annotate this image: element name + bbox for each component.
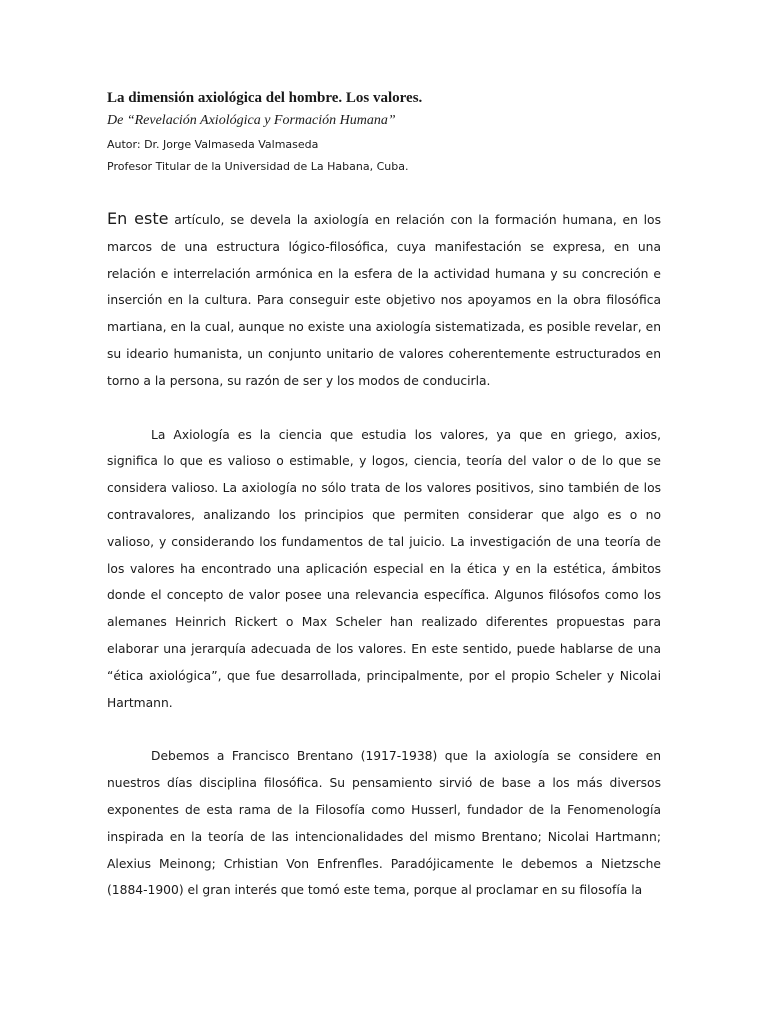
paragraph-2: La Axiología es la ciencia que estudia los valores, ya que en griego, axios, significa lo que es valioso o estimable, y logos, ciencia, teoría del valor o de lo que se considera valioso. La axiología no sólo trata de los valores positivos, sino también de los contravalores, analizando los principios que permiten considerar que algo es o no valioso, y considerando los fundamentos de tal juicio. La investigación de una teoría de los valores ha encontrado una aplicación especial en la ética y en la estética, ámbitos donde el concepto de valor posee una relevancia específica. Algunos filósofos como los alemanes Heinrich Rickert o Max Scheler han realizado diferentes propuestas para elaborar una jerarquía adecuada de los valores. En este sentido, puede hablarse de una “ética axiológica”, que fue desarrollada, principalmente, por el propio Scheler y Nicolai Hartmann.	[107, 427, 661, 710]
author-line: Autor: Dr. Jorge Valmaseda Valmaseda	[107, 138, 319, 151]
paragraph-1-lead: En este	[107, 209, 169, 228]
paragraph-1	[107, 206, 661, 395]
paragraph-3: Debemos a Francisco Brentano (1917-1938) que la axiología se considere en nuestros días disciplina filosófica. Su pensamiento sirvió de base a los más diversos exponentes de esta rama de la Filosofía como Husserl, fundador de la Fenomenología inspirada en la teoría de las intencionalidades del mismo Brentano; Nicolai Hartmann; Alexius Meinong; Crhistian Von Enfrenfles. Paradójicamente le debemos a Nietzsche (1884-1900) el gran interés que tomó este tema, porque al proclamar en su filosofía la	[107, 749, 661, 898]
document-subtitle: De “Revelación Axiológica y Formación Humana”	[107, 113, 396, 128]
document-title: La dimensión axiológica del hombre. Los valores.	[107, 90, 423, 106]
document-page	[107, 88, 661, 904]
paragraph-1-text: artículo, se devela la axiología en relación con la formación humana, en los marcos de una estructura lógico-filosófica, cuya manifestación se expresa, en una relación e interrelación armónica en la esfera de la actividad humana y su concreción e inserción en la cultura. Para conseguir este objetivo nos apoyamos en la obra filosófica martiana, en la cual, aunque no existe una axiología sistematizada, es posible revelar, en su ideario humanista, un conjunto unitario de valores coherentemente estructurados en torno a la persona, su razón de ser y los modos de conducirla.	[107, 213, 661, 388]
affiliation-line: Profesor Titular de la Universidad de La Habana, Cuba.	[107, 160, 409, 173]
